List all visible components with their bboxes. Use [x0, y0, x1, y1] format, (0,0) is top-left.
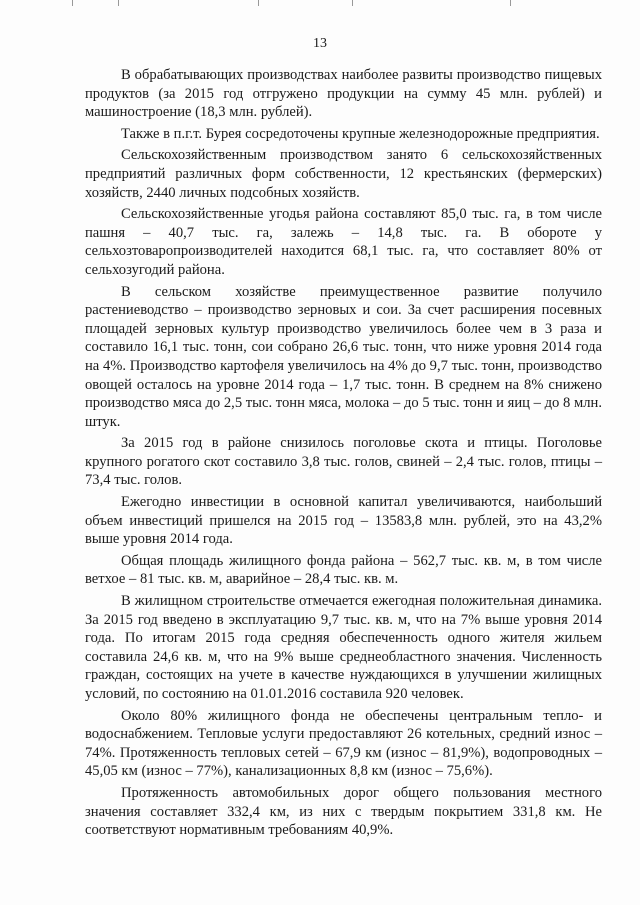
paragraph-livestock: За 2015 год в районе снизилось поголовье скота и птицы. Поголовье крупного рогатого скот составило 3,8 тыс. голов, свиней – 2,4 тыс. голов, птицы – 73,4 тыс. голов. — [85, 435, 602, 489]
scan-edge-marks — [0, 0, 640, 10]
paragraph-crop-production: В сельском хозяйстве преимущественное развитие получило растениеводство – производство зерновых и сои. За счет расширения посевных площадей зерновых культур производство увеличилось более чем в 3 раза и составило 16,1 тыс. тонн, сои собрано 26,6 тыс. тонн, что ниже уровня 2014 года на 4%. Производство картофеля увеличилось на 4% до 9,7 тыс. тонн, производство овощей осталось на уровне 2014 года – 1,7 тыс. тонн. В среднем на 8% снижено производство мяса до 2,5 тыс. тонн мяса, молока – до 5 тыс. тонн и яиц – до 8 млн. штук. — [85, 283, 602, 430]
page-number: 13 — [313, 36, 327, 51]
paragraph-manufacturing: В обрабатывающих производствах наиболее развиты производство пищевых продуктов (за 2015 год отгружено продукции на сумму 45 млн. рублей) и машиностроение (18,3 млн. рублей). — [85, 67, 602, 121]
paragraph-housing-stock: Общая площадь жилищного фонда района – 562,7 тыс. кв. м, в том числе ветхое – 81 тыс. кв. м, аварийное – 28,4 тыс. кв. м. — [85, 552, 602, 588]
paragraph-agri-enterprises: Сельскохозяйственным производством занято 6 сельскохозяйственных предприятий различных форм собственности, 12 крестьянских (фермерских) хозяйств, 2440 личных подсобных хозяйств. — [85, 147, 602, 201]
paragraph-investments: Ежегодно инвестиции в основной капитал увеличиваются, наибольший объем инвестиций пришелся на 2015 год – 13583,8 млн. рублей, это на 43,2% выше уровня 2014 года. — [85, 494, 602, 548]
paragraph-housing-construction: В жилищном строительстве отмечается ежегодная положительная динамика. За 2015 год введено в эксплуатацию 9,7 тыс. кв. м, что на 7% выше уровня 2014 года. По итогам 2015 года средняя обеспеченность одного жителя жильем составила 24,6 кв. м, что на 9% выше среднеобластного значения. Численность граждан, состоящих на учете в качестве нуждающихся в улучшении жилищных условий, по состоянию на 01.01.2016 составила 920 человек. — [85, 593, 602, 702]
document-body — [85, 66, 602, 843]
paragraph-railway: Также в п.г.т. Бурея сосредоточены крупные железнодорожные предприятия. — [121, 125, 600, 142]
paragraph-utilities: Около 80% жилищного фонда не обеспечены центральным тепло- и водоснабжением. Тепловые услуги предоставляют 26 котельных, средний износ – 74%. Протяженность тепловых сетей – 67,9 км (износ – 81,9%), водопроводных – 45,05 км (износ – 77%), канализационных 8,8 км (износ – 75,6%). — [85, 707, 602, 780]
paragraph-roads: Протяженность автомобильных дорог общего пользования местного значения составляет 332,4 км, из них с твердым покрытием 331,8 км. Не соответствуют нормативным требованиям 40,9%. — [85, 784, 602, 839]
paragraph-agri-land: Сельскохозяйственные угодья района составляют 85,0 тыс. га, в том числе пашня – 40,7 тыс. га, залежь – 14,8 тыс. га. В обороте у сельхозтоваропроизводителей находится 68,1 тыс. га, что составляет 80% от сельхозугодий района. — [85, 206, 602, 278]
